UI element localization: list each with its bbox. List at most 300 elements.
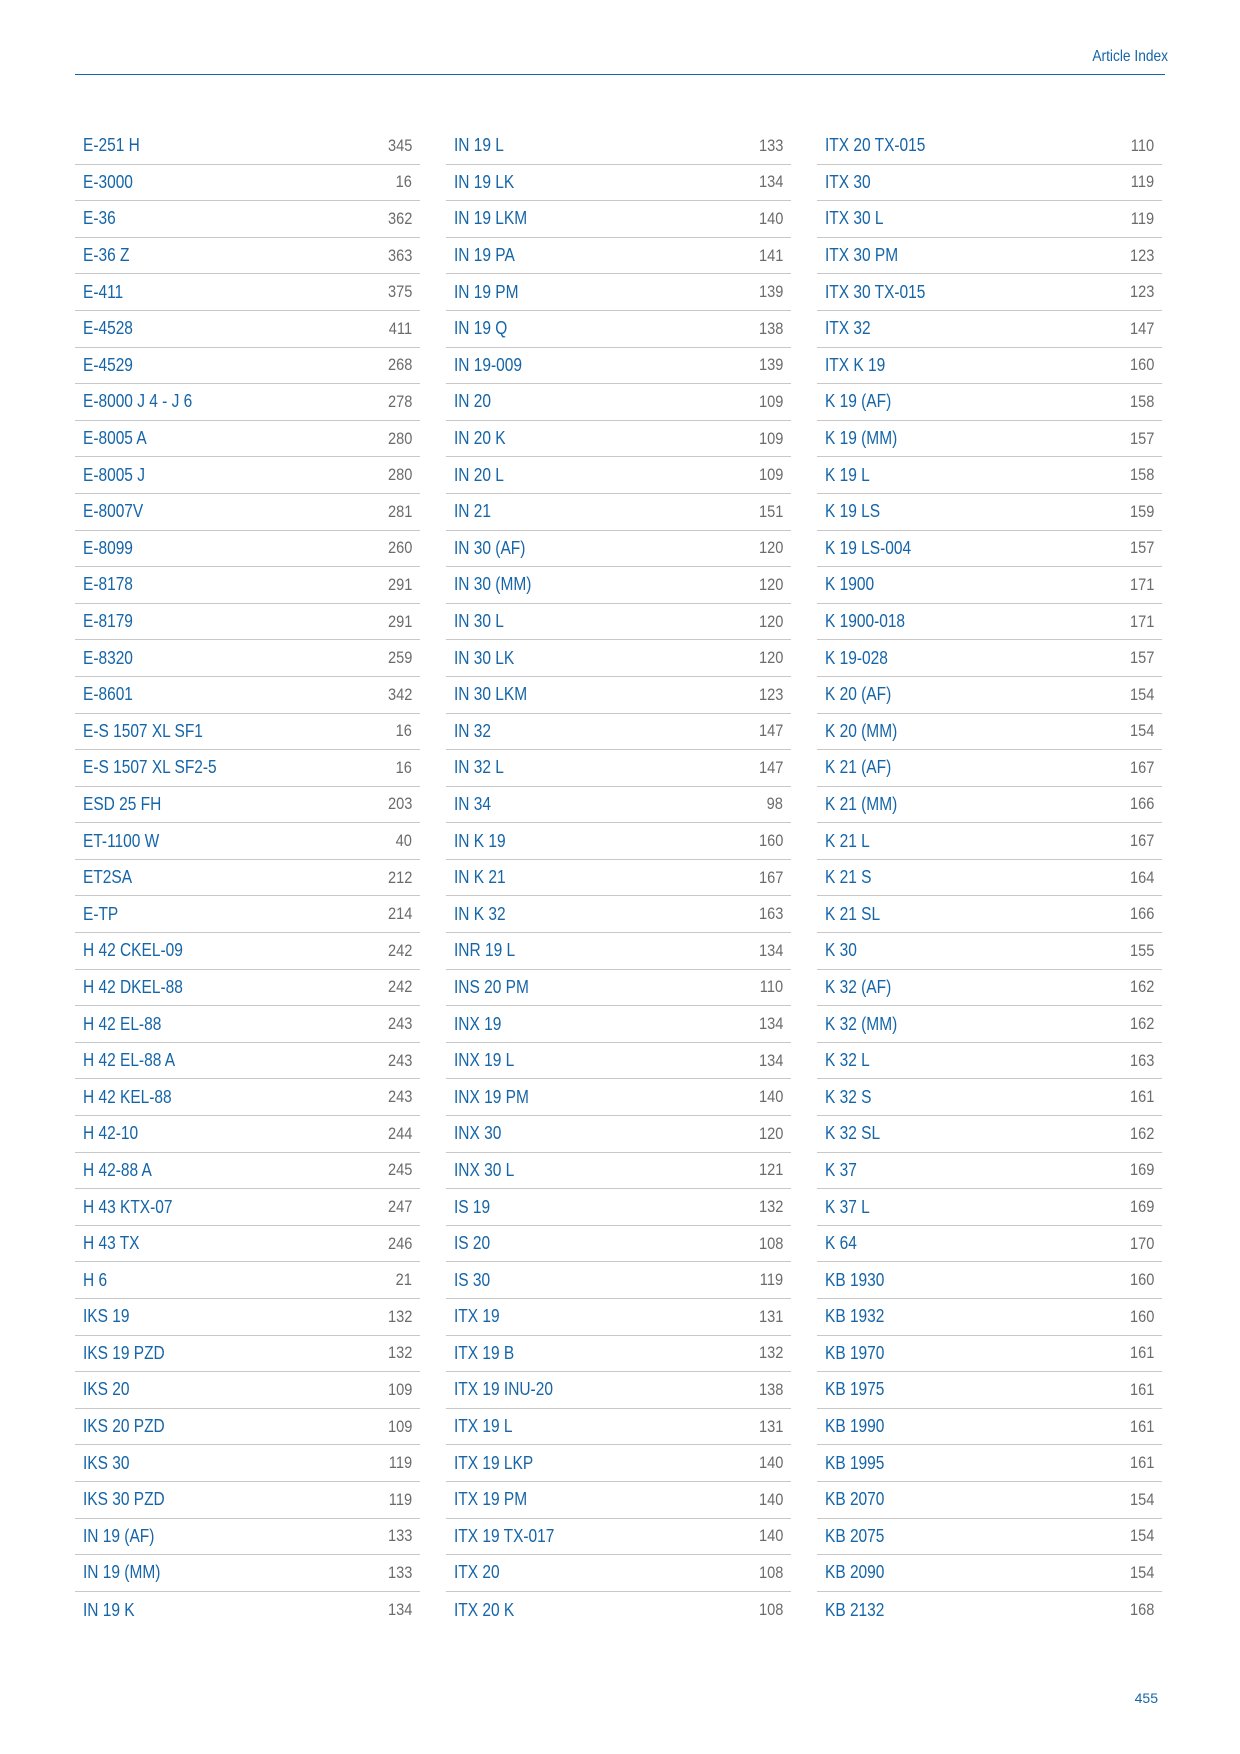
article-number[interactable]: K 20 (MM)	[825, 720, 898, 741]
page-reference: 131	[758, 1416, 783, 1436]
article-number[interactable]: K 32 S	[825, 1086, 872, 1107]
article-number[interactable]: IN 19 L	[454, 135, 504, 156]
index-entry	[817, 1372, 1162, 1409]
article-number[interactable]: KB 1995	[825, 1452, 885, 1473]
article-number[interactable]: K 19 LS-004	[825, 537, 912, 558]
index-entry	[817, 1079, 1162, 1116]
article-number[interactable]: IN 19 LK	[454, 171, 515, 192]
article-number[interactable]: E-36 Z	[83, 245, 130, 266]
article-number[interactable]: ITX 32	[825, 318, 871, 339]
index-entry	[446, 896, 791, 933]
article-number[interactable]: K 21 S	[825, 867, 872, 888]
article-number[interactable]: IKS 20 PZD	[83, 1416, 165, 1437]
index-entry	[446, 1043, 791, 1080]
index-entry	[817, 311, 1162, 348]
index-entry	[75, 1519, 420, 1556]
page-reference: 109	[387, 1416, 412, 1436]
index-entry	[446, 1226, 791, 1263]
page-reference: 363	[387, 245, 412, 265]
page-header-title: Article Index	[1092, 48, 1168, 65]
article-number[interactable]: H 42-10	[83, 1123, 139, 1144]
page-reference: 169	[1129, 1197, 1154, 1217]
article-number[interactable]: H 42-88 A	[83, 1159, 152, 1180]
page-reference: 158	[1129, 391, 1154, 411]
index-entry	[75, 604, 420, 641]
article-number[interactable]: IN 34	[454, 793, 492, 814]
page-reference: 139	[758, 355, 783, 375]
article-number[interactable]: IN K 21	[454, 867, 506, 888]
article-number[interactable]: E-8000 J 4 - J 6	[83, 391, 193, 412]
article-number[interactable]: IN 19 K	[83, 1599, 135, 1620]
index-entry	[75, 348, 420, 385]
index-entry	[817, 457, 1162, 494]
index-entry	[817, 421, 1162, 458]
index-entry	[817, 1116, 1162, 1153]
page-reference: 281	[387, 501, 412, 521]
article-number[interactable]: E-S 1507 XL SF2-5	[83, 757, 217, 778]
article-number[interactable]: IKS 30 PZD	[83, 1489, 165, 1510]
index-entry	[817, 1153, 1162, 1190]
index-entry	[446, 1555, 791, 1592]
index-entry	[75, 1372, 420, 1409]
article-number[interactable]: IKS 20	[83, 1379, 130, 1400]
article-number[interactable]: ITX 19 INU-20	[454, 1379, 553, 1400]
page-reference: 147	[758, 721, 783, 741]
article-number[interactable]: INX 19 L	[454, 1050, 515, 1071]
index-entry	[817, 1445, 1162, 1482]
index-entry	[75, 311, 420, 348]
index-entry	[75, 421, 420, 458]
article-number[interactable]: K 32 (MM)	[825, 1013, 898, 1034]
article-number[interactable]: ET-1100 W	[83, 830, 160, 851]
page-reference: 134	[758, 1050, 783, 1070]
index-entry	[446, 714, 791, 751]
index-entry	[75, 860, 420, 897]
article-number[interactable]: ITX 20	[454, 1562, 500, 1583]
article-number[interactable]: ITX K 19	[825, 354, 886, 375]
article-number[interactable]: IN 20	[454, 391, 492, 412]
index-entry	[817, 1006, 1162, 1043]
page-reference: 160	[758, 831, 783, 851]
index-entry	[817, 384, 1162, 421]
article-number[interactable]: E-8179	[83, 611, 133, 632]
index-entry	[446, 531, 791, 568]
page-reference: 160	[1129, 1270, 1154, 1290]
page-reference: 140	[758, 208, 783, 228]
article-number[interactable]: E-4529	[83, 354, 133, 375]
index-entry	[446, 933, 791, 970]
page-reference: 159	[1129, 501, 1154, 521]
page-reference: 362	[387, 208, 412, 228]
article-number[interactable]: H 42 KEL-88	[83, 1086, 172, 1107]
article-number[interactable]: K 30	[825, 940, 857, 961]
article-number[interactable]: IN 21	[454, 501, 492, 522]
article-number[interactable]: K 19 LS	[825, 501, 881, 522]
article-number[interactable]: K 21 SL	[825, 903, 881, 924]
article-number[interactable]: KB 2075	[825, 1525, 885, 1546]
article-number[interactable]: IN K 19	[454, 830, 506, 851]
article-number[interactable]: KB 2090	[825, 1562, 885, 1583]
index-entry	[75, 714, 420, 751]
article-number[interactable]: E-411	[83, 281, 124, 302]
page-reference: 155	[1129, 940, 1154, 960]
index-entry	[817, 714, 1162, 751]
article-number[interactable]: K 21 (AF)	[825, 757, 892, 778]
index-entry	[75, 165, 420, 202]
article-number[interactable]: IN 19 (MM)	[83, 1562, 161, 1583]
article-number[interactable]: INR 19 L	[454, 940, 516, 961]
page-reference: 291	[387, 574, 412, 594]
index-entry	[75, 640, 420, 677]
article-number[interactable]: K 37 L	[825, 1196, 870, 1217]
article-number[interactable]: E-4528	[83, 318, 133, 339]
page-reference: 132	[387, 1306, 412, 1326]
article-number[interactable]: ITX 30	[825, 171, 871, 192]
index-entry	[446, 604, 791, 641]
article-number[interactable]: IN 19 Q	[454, 318, 508, 339]
article-number[interactable]: IS 30	[454, 1269, 491, 1290]
index-entry	[817, 677, 1162, 714]
article-number[interactable]: ITX 19 L	[454, 1416, 513, 1437]
page-reference: 242	[387, 977, 412, 997]
article-number[interactable]: IN 19-009	[454, 354, 522, 375]
article-number[interactable]: ITX 30 PM	[825, 245, 899, 266]
page-reference: 375	[387, 282, 412, 302]
index-entry	[446, 165, 791, 202]
article-number[interactable]: INX 19	[454, 1013, 502, 1034]
page-reference: 133	[758, 135, 783, 155]
index-entry	[817, 238, 1162, 275]
index-entry	[817, 860, 1162, 897]
index-entry	[817, 567, 1162, 604]
page-reference: 120	[758, 648, 783, 668]
article-number[interactable]: E-8178	[83, 574, 133, 595]
article-number[interactable]: KB 2070	[825, 1489, 885, 1510]
article-number[interactable]: K 20 (AF)	[825, 684, 892, 705]
page-reference: 140	[758, 1087, 783, 1107]
index-entry	[446, 1116, 791, 1153]
index-entry	[75, 1262, 420, 1299]
article-number[interactable]: IN 20 L	[454, 464, 504, 485]
article-number[interactable]: K 32 SL	[825, 1123, 881, 1144]
index-entry	[817, 640, 1162, 677]
article-number[interactable]: ITX 19 TX-017	[454, 1525, 555, 1546]
article-number[interactable]: K 32 L	[825, 1050, 870, 1071]
article-number[interactable]: INS 20 PM	[454, 976, 529, 997]
article-number[interactable]: K 21 L	[825, 830, 870, 851]
index-entry	[446, 1006, 791, 1043]
article-number[interactable]: E-8007V	[83, 501, 144, 522]
page-reference: 154	[1129, 1526, 1154, 1546]
index-entry	[817, 494, 1162, 531]
article-number[interactable]: E-TP	[83, 903, 119, 924]
page-reference: 244	[387, 1123, 412, 1143]
index-entry	[446, 421, 791, 458]
page-reference: 154	[1129, 721, 1154, 741]
article-number[interactable]: K 37	[825, 1159, 857, 1180]
page-reference: 140	[758, 1489, 783, 1509]
article-number[interactable]: INX 19 PM	[454, 1086, 529, 1107]
article-number[interactable]: ITX 19	[454, 1306, 500, 1327]
article-number[interactable]: IKS 19	[83, 1306, 130, 1327]
index-entry	[817, 896, 1162, 933]
page-reference: 139	[758, 282, 783, 302]
article-number[interactable]: ITX 19 B	[454, 1342, 515, 1363]
index-entry	[446, 1409, 791, 1446]
page-reference: 280	[387, 465, 412, 485]
index-entry	[446, 970, 791, 1007]
index-entry	[446, 860, 791, 897]
index-entry	[446, 823, 791, 860]
index-entry	[817, 1299, 1162, 1336]
article-number[interactable]: IN 30 (AF)	[454, 537, 526, 558]
article-number[interactable]: ET2SA	[83, 867, 133, 888]
article-number[interactable]: E-8320	[83, 647, 133, 668]
article-number[interactable]: K 32 (AF)	[825, 976, 892, 997]
page-reference: 157	[1129, 428, 1154, 448]
index-entry	[817, 348, 1162, 385]
index-entry	[75, 1116, 420, 1153]
page-reference: 108	[758, 1562, 783, 1582]
index-entry	[75, 1592, 420, 1629]
page-reference: 278	[387, 391, 412, 411]
index-entry	[75, 567, 420, 604]
index-entry	[817, 933, 1162, 970]
page-reference: 161	[1129, 1416, 1154, 1436]
index-entry	[75, 1226, 420, 1263]
index-entry	[817, 1409, 1162, 1446]
index-entry	[446, 1262, 791, 1299]
article-number[interactable]: IN 19 PM	[454, 281, 519, 302]
page-reference: 259	[387, 648, 412, 668]
index-entry	[75, 787, 420, 824]
page-reference: 161	[1129, 1087, 1154, 1107]
article-number[interactable]: K 21 (MM)	[825, 793, 898, 814]
page-reference: 21	[395, 1270, 412, 1290]
article-number[interactable]: K 19 (MM)	[825, 428, 898, 449]
index-entry	[446, 787, 791, 824]
article-number[interactable]: K 1900	[825, 574, 875, 595]
article-number[interactable]: IN 30 (MM)	[454, 574, 532, 595]
index-entry	[817, 823, 1162, 860]
page-reference: 166	[1129, 904, 1154, 924]
index-entry	[817, 1043, 1162, 1080]
article-number[interactable]: K 64	[825, 1233, 857, 1254]
index-entry	[446, 1153, 791, 1190]
article-number[interactable]: INX 30 L	[454, 1159, 515, 1180]
page-reference: 132	[387, 1343, 412, 1363]
index-entry	[75, 238, 420, 275]
article-number[interactable]: IN 20 K	[454, 428, 506, 449]
article-number[interactable]: K 1900-018	[825, 611, 906, 632]
page-reference: 154	[1129, 1489, 1154, 1509]
article-number[interactable]: K 19 (AF)	[825, 391, 892, 412]
index-entry	[446, 457, 791, 494]
article-number[interactable]: IKS 19 PZD	[83, 1342, 165, 1363]
index-entry	[75, 201, 420, 238]
article-number[interactable]: IKS 30	[83, 1452, 130, 1473]
index-entry	[75, 823, 420, 860]
article-number[interactable]: ITX 19 LKP	[454, 1452, 534, 1473]
page-reference: 243	[387, 1087, 412, 1107]
index-entry	[446, 750, 791, 787]
article-number[interactable]: ITX 30 TX-015	[825, 281, 926, 302]
page-reference: 161	[1129, 1453, 1154, 1473]
page-reference: 123	[1129, 245, 1154, 265]
index-entry	[817, 1592, 1162, 1629]
index-entry	[446, 201, 791, 238]
page-reference: 167	[1129, 831, 1154, 851]
page-reference: 134	[758, 172, 783, 192]
page-reference: 123	[758, 684, 783, 704]
article-number[interactable]: E-8601	[83, 684, 133, 705]
index-entry	[446, 677, 791, 714]
article-number[interactable]: IN 32 L	[454, 757, 504, 778]
index-entry	[817, 787, 1162, 824]
index-entry	[446, 1079, 791, 1116]
article-number[interactable]: KB 1975	[825, 1379, 885, 1400]
article-number[interactable]: ITX 20 TX-015	[825, 135, 926, 156]
article-number[interactable]: IN 19 PA	[454, 245, 515, 266]
index-entry	[75, 531, 420, 568]
page-reference: 119	[388, 1453, 412, 1473]
article-number[interactable]: IN 19 LKM	[454, 208, 528, 229]
index-entry	[817, 274, 1162, 311]
page-reference: 169	[1129, 1160, 1154, 1180]
article-number[interactable]: H 6	[83, 1269, 108, 1290]
page-number: 455	[1134, 1690, 1158, 1706]
index-entry	[75, 1445, 420, 1482]
article-number[interactable]: H 42 CKEL-09	[83, 940, 183, 961]
page-reference: 110	[759, 977, 783, 997]
article-number[interactable]: E-S 1507 XL SF1	[83, 720, 203, 741]
index-entry	[446, 128, 791, 165]
index-entry	[446, 1445, 791, 1482]
article-number[interactable]: E-8099	[83, 537, 133, 558]
article-number[interactable]: INX 30	[454, 1123, 502, 1144]
page-reference: 16	[395, 172, 412, 192]
article-number[interactable]: IN 30 LK	[454, 647, 515, 668]
article-number[interactable]: KB 2132	[825, 1599, 885, 1620]
page-reference: 260	[387, 538, 412, 558]
page-reference: 162	[1129, 977, 1154, 997]
article-number[interactable]: H 43 TX	[83, 1233, 140, 1254]
article-number[interactable]: KB 1990	[825, 1416, 885, 1437]
article-number[interactable]: IN 32	[454, 720, 492, 741]
article-number[interactable]: KB 1970	[825, 1342, 885, 1363]
article-number[interactable]: ESD 25 FH	[83, 793, 162, 814]
page-reference: 170	[1129, 1233, 1154, 1253]
article-number[interactable]: ITX 30 L	[825, 208, 884, 229]
page-reference: 212	[387, 867, 412, 887]
article-number[interactable]: H 42 EL-88 A	[83, 1050, 176, 1071]
article-number[interactable]: IN K 32	[454, 903, 506, 924]
index-column-2	[446, 128, 791, 1628]
article-number[interactable]: ITX 20 K	[454, 1599, 515, 1620]
page-reference: 154	[1129, 684, 1154, 704]
article-number[interactable]: IN 30 L	[454, 611, 504, 632]
article-number[interactable]: IN 19 (AF)	[83, 1525, 155, 1546]
index-entry	[75, 1043, 420, 1080]
page-reference: 108	[758, 1233, 783, 1253]
index-entry	[817, 970, 1162, 1007]
page-reference: 160	[1129, 1306, 1154, 1326]
index-entry	[817, 604, 1162, 641]
article-number[interactable]: E-3000	[83, 171, 133, 192]
page-reference: 132	[758, 1197, 783, 1217]
page-reference: 120	[758, 574, 783, 594]
index-entry	[446, 640, 791, 677]
index-entry	[817, 1262, 1162, 1299]
page-reference: 167	[758, 867, 783, 887]
article-number[interactable]: H 43 KTX-07	[83, 1196, 173, 1217]
article-number[interactable]: IS 19	[454, 1196, 491, 1217]
index-entry	[446, 1336, 791, 1373]
page-reference: 147	[1129, 318, 1154, 338]
index-entry	[75, 1153, 420, 1190]
page-reference: 134	[758, 940, 783, 960]
index-entry	[446, 567, 791, 604]
index-column-1	[75, 128, 420, 1628]
article-number[interactable]: IS 20	[454, 1233, 491, 1254]
index-entry	[75, 933, 420, 970]
article-number[interactable]: KB 1930	[825, 1269, 885, 1290]
page-reference: 119	[759, 1270, 783, 1290]
index-entry	[446, 238, 791, 275]
article-number[interactable]: E-251 H	[83, 135, 140, 156]
article-number[interactable]: H 42 DKEL-88	[83, 976, 183, 997]
index-entry	[75, 1482, 420, 1519]
page-reference: 131	[758, 1306, 783, 1326]
article-number[interactable]: E-8005 J	[83, 464, 145, 485]
page-reference: 16	[395, 757, 412, 777]
page-reference: 121	[758, 1160, 783, 1180]
index-column-3	[817, 128, 1162, 1628]
article-number[interactable]: IN 30 LKM	[454, 684, 528, 705]
page-reference: 119	[388, 1489, 412, 1509]
page-reference: 157	[1129, 648, 1154, 668]
page-reference: 109	[758, 465, 783, 485]
article-number[interactable]: K 19-028	[825, 647, 888, 668]
index-entry	[817, 165, 1162, 202]
article-number[interactable]: ITX 19 PM	[454, 1489, 528, 1510]
article-number[interactable]: E-8005 A	[83, 428, 147, 449]
article-number[interactable]: KB 1932	[825, 1306, 885, 1327]
page-reference: 247	[387, 1197, 412, 1217]
article-number[interactable]: E-36	[83, 208, 116, 229]
index-entry	[446, 494, 791, 531]
article-number[interactable]: K 19 L	[825, 464, 870, 485]
page-reference: 110	[1130, 135, 1154, 155]
page-reference: 123	[1129, 282, 1154, 302]
page-reference: 268	[387, 355, 412, 375]
page-reference: 134	[758, 1014, 783, 1034]
index-entry	[75, 970, 420, 1007]
article-number[interactable]: H 42 EL-88	[83, 1013, 162, 1034]
index-entry	[446, 1519, 791, 1556]
page-reference: 168	[1129, 1600, 1154, 1620]
index-entry	[446, 1482, 791, 1519]
page-reference: 154	[1129, 1562, 1154, 1582]
page-reference: 16	[395, 721, 412, 741]
page-reference: 243	[387, 1050, 412, 1070]
page-reference: 120	[758, 538, 783, 558]
page-reference: 162	[1129, 1123, 1154, 1143]
index-entry	[817, 1336, 1162, 1373]
page-reference: 246	[387, 1233, 412, 1253]
page-reference: 40	[395, 831, 412, 851]
index-entry	[75, 1006, 420, 1043]
